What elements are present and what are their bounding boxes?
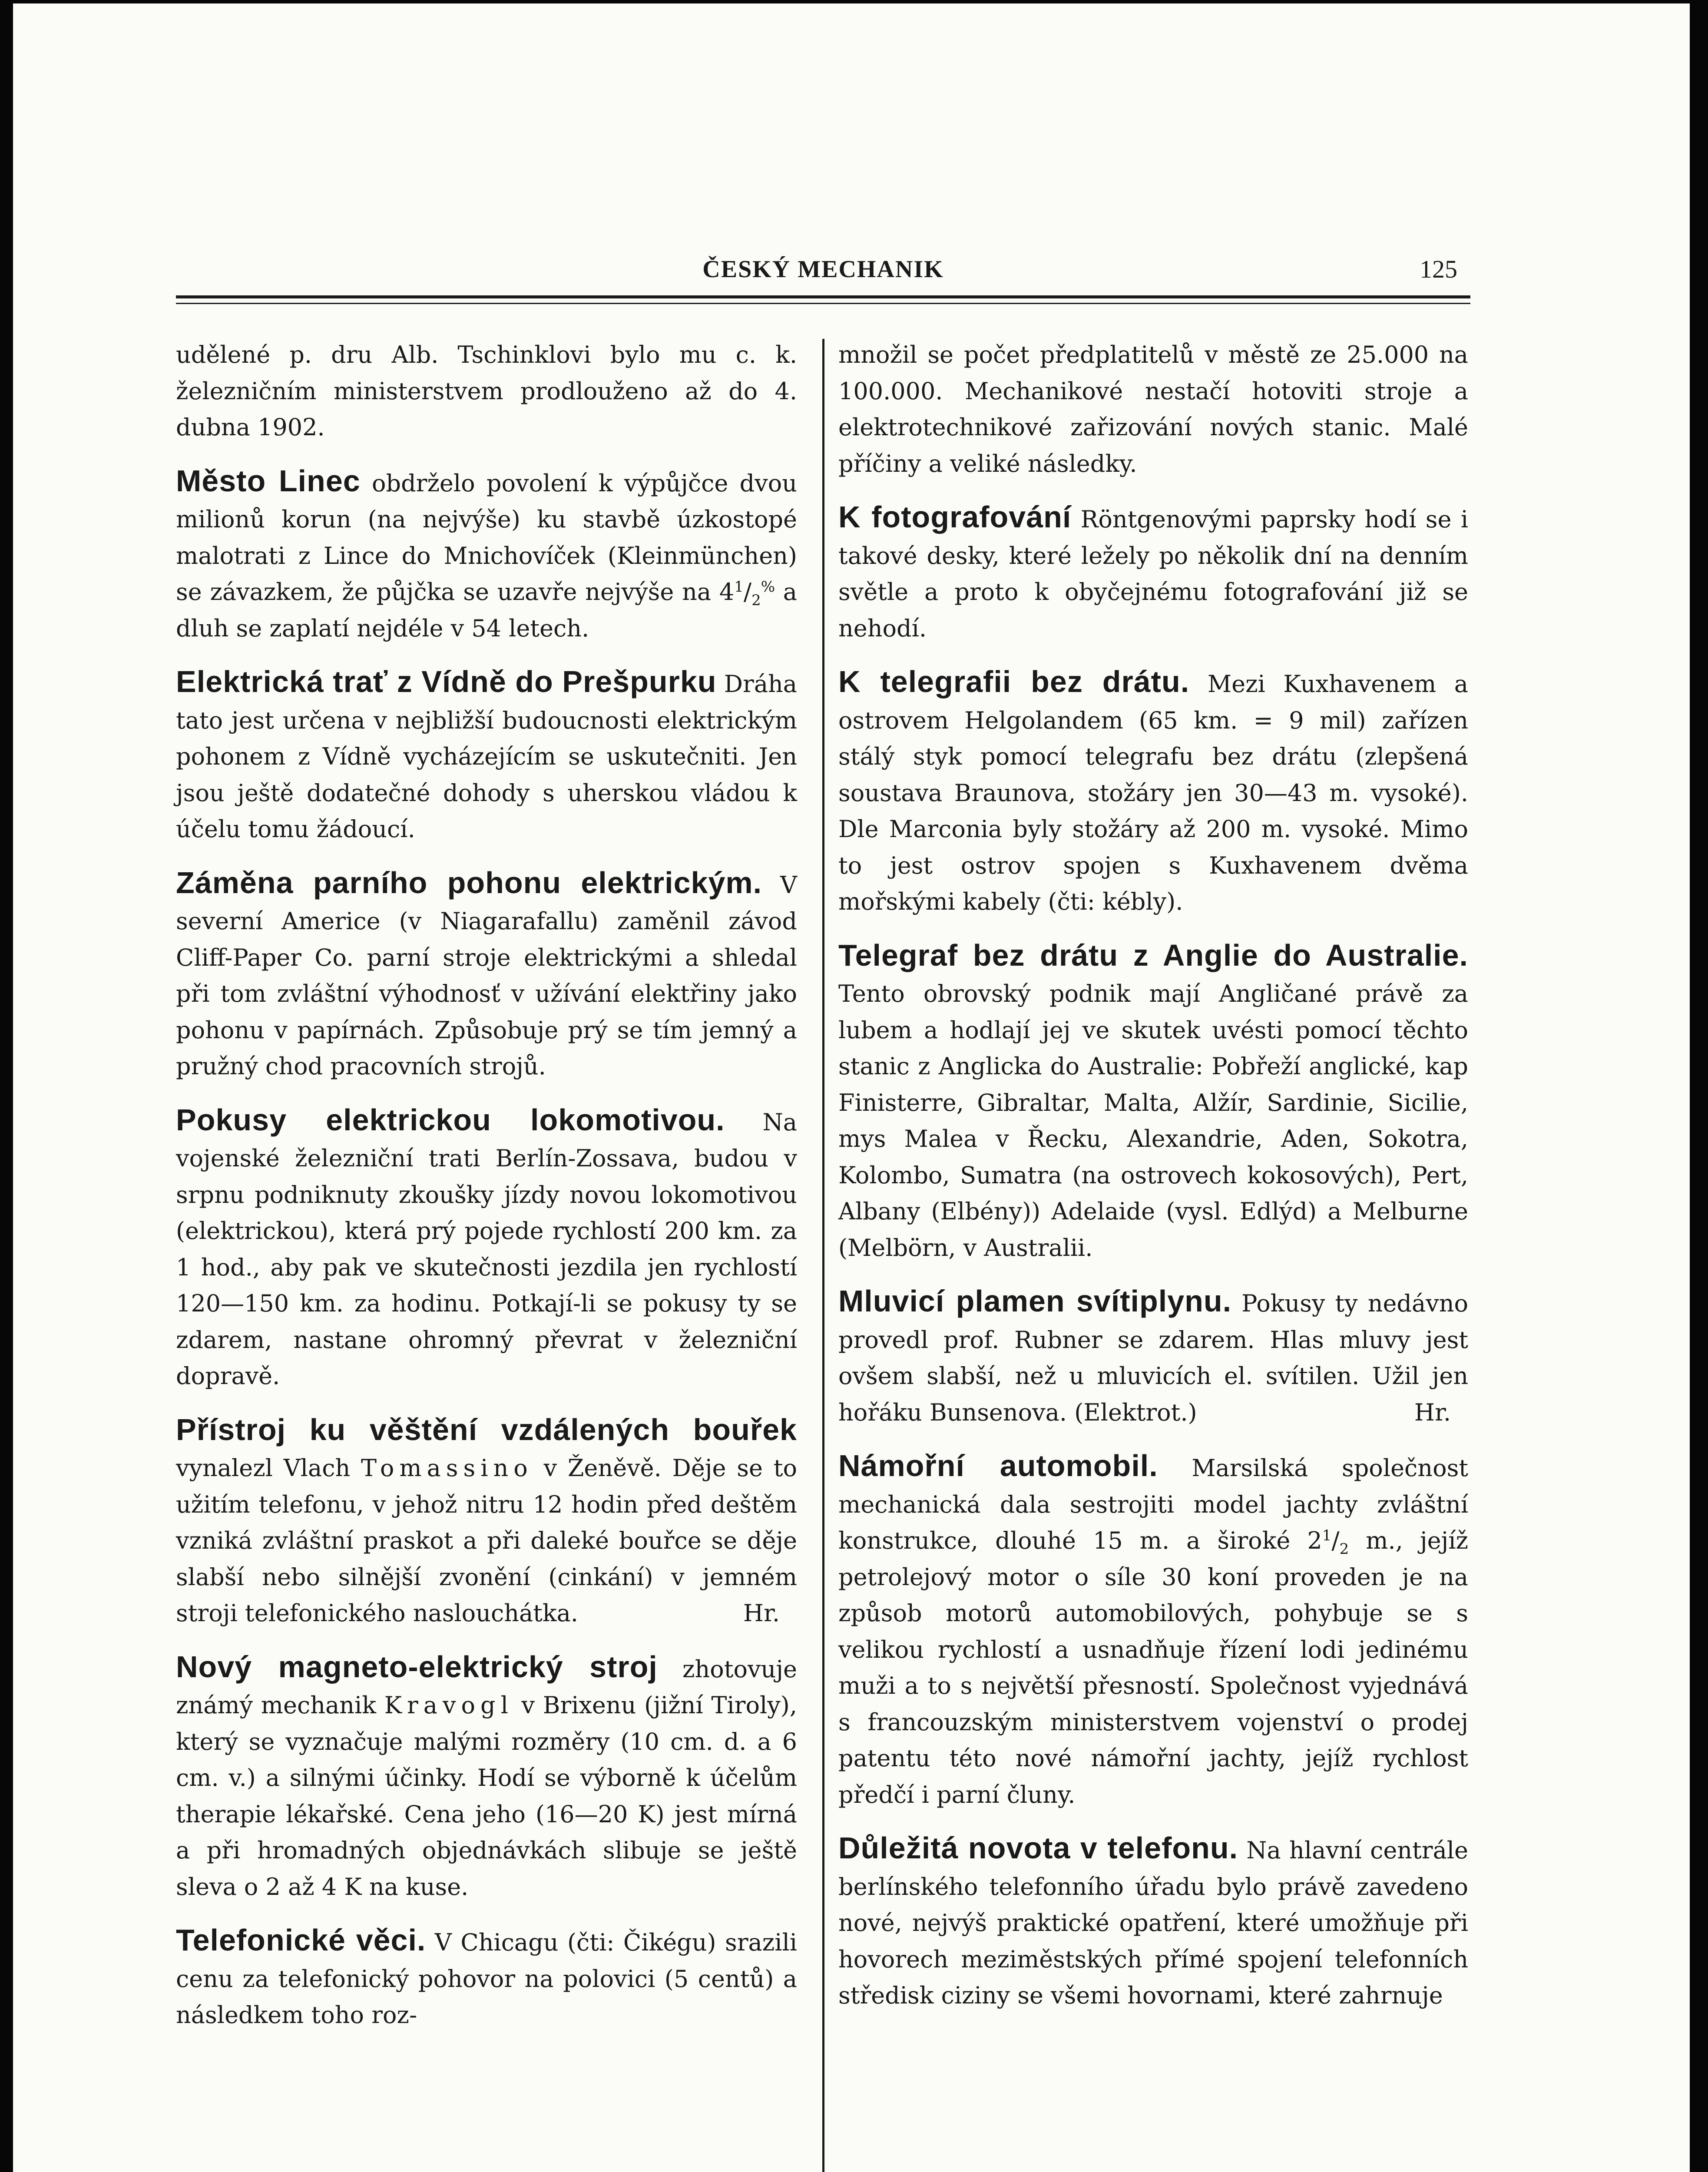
fraction-denominator: 2 [751, 591, 761, 609]
right-column [838, 337, 1468, 2031]
article-heading: Nový magneto-elektrický stroj [176, 1649, 658, 1684]
article-text: v Brixenu (jižní Tiroly), který se vyznačuje malými rozměry (10 cm. d. a 6 cm. v.) a silnými účinky. Hodí se výborně k účelům therapie lékařské. Cena jeho (16—20 K) jest mírná a při hromadných objednávkách slibuje se ještě sleva o 2 až 4 K na kuse. [176, 1692, 797, 1900]
article-heading: K telegrafii bez drátu. [838, 665, 1190, 699]
column-divider [822, 339, 824, 2172]
article-pokusy-lokomotivou [176, 1102, 797, 1394]
mechanic-name: Kravogl [384, 1692, 513, 1719]
fraction-numerator: 1 [1322, 1527, 1332, 1544]
article-text: množil se počet předplatitelů v městě ze 25.000 na 100.000. Mechanikové nestačí hotoviti stroje a elektrotechnikové zařizování nových stanic. Malé příčiny a veliké následky. [838, 341, 1468, 477]
article-continued [838, 337, 1468, 482]
article-mluvici-plamen [838, 1283, 1468, 1430]
article-magneto-stroj [176, 1649, 797, 1905]
article-heading: Pokusy elektrickou lokomotivou. [176, 1103, 725, 1137]
article-text: Tento obrovský podnik mají Angličané právě za lubem a hodlají jej ve skutek uvésti pomocí těchto stanic z Anglicka do Australie: Pobřeží anglické, kap Finisterre, Gibraltar, Malta, Alžír, Sardinie, Sicilie, mys Malea v Řecku, Alexandrie, Aden, Sokotra, Kolombo, Sumatra (na ostrovech kokosových), Pert, Albany (Elbény)) Adelaide (vysl. Edlýd) a Melburne (Melbörn, v Australii. [838, 980, 1468, 1261]
percent-sign: % [761, 578, 775, 596]
article-continued [176, 337, 797, 446]
article-text: a dluh se zaplatí nejdéle v 54 letech. [176, 578, 797, 642]
left-column [176, 337, 797, 2051]
article-text: Mezi Kuxhavenem a ostrovem Helgolandem (65 km. = 9 mil) zařízen stálý styk pomocí telegrafu bez drátu (zlepšená soustava Braunova, stožáry jen 30—43 m. vysoké). Dle Marconia byly stožáry až 200 m. vysoké. Mimo to jest ostrov spojen s Kuxhavenem dvěma mořskými kabely (čti: kébly). [838, 670, 1468, 915]
page-number: 125 [1420, 255, 1457, 283]
article-heading: Elektrická trať z Vídně do Prešpurku [176, 665, 717, 699]
running-header [176, 254, 1470, 293]
article-text: Na hlavní centrále berlínského telefonního úřadu bylo právě zavedeno nové, nejvýš praktické opatření, které umožňuje při hovorech meziměstských přímé spojení telefonních středisk ciziny se všemi hovornami, které zahrnuje [838, 1837, 1468, 2009]
header-rule-thick [176, 295, 1470, 298]
article-text: V Chicagu (čti: Čikégu) srazili cenu za telefonický pohovor na polovici (5 centů) a následkem toho roz- [176, 1929, 798, 2029]
article-heading: Přístroj ku věštění vzdálených bouřek [176, 1412, 797, 1447]
article-telefonicke-veci [176, 1922, 797, 2033]
inventor-name: Tomassino [361, 1454, 533, 1482]
article-zamena-pohonu [176, 865, 797, 1085]
article-k-telegrafii [838, 664, 1468, 920]
article-text: udělené p. dru Alb. Tschinklovi bylo mu c. k. železničním ministerstvem prodlouženo až do 4. dubna 1902. [176, 341, 797, 441]
article-text: zhotovuje známý mechanik [176, 1655, 797, 1719]
article-namorni-automobil: Námořní automobil. Marsilská společnost mechanická dala sestrojiti model jachty zvláštní konstrukce, dlouhé 15 m. a široké $2^1/_2$ m., jejíž petrolejový motor o síle 30 koní proveden je na způsob motorů automobilových, pohybuje se s velikou rychlostí a usnadňuje řízení lodi jedinému muži a to s největší přesností. Společnost vyjednává s francouzským ministerstvem vojenství o prodej patentu této nové námořní jachty, jejíž rychlost předčí i parní čluny. [838, 1449, 1469, 1808]
article-elektricka-trat [176, 664, 797, 848]
article-heading: Telegraf bez drátu z Anglie do Australie. [838, 938, 1468, 972]
article-heading: Město Linec [176, 464, 361, 498]
article-mesto-linec: Město Linec obdrželo povolení k výpůjčce dvou milionů korun (na nejvýše) ku stavbě úzkostopé malotrati z Lince do Mnichovíček (Kleinmünchen) se závazkem, že půjčka se uzavře nejvýše na $4^1/_2^{\%}$ a dluh se zaplatí nejdéle v 54 letech. [176, 464, 797, 642]
article-pristroj-bourek [176, 1412, 797, 1632]
article-text: vynalezl Vlach [176, 1454, 361, 1482]
article-text: Pokusy ty nedávno provedl prof. Rubner se zdarem. Hlas mluvy jest ovšem slabší, než u mluvicích el. svítilen. Užil jen hořáku Bunsenova. (Elektrot.) [838, 1290, 1468, 1426]
article-text: m., jejíž petrolejový motor o síle 30 koní proveden je na způsob motorů automobilových, pohybuje se s velikou rychlostí a usnadňuje řízení lodi jedinému muži a to s největší přesností. Společnost vyjednává s francouzským ministerstvem vojenství o prodej patentu této nové námořní jachty, jejíž rychlost předčí i parní čluny. [838, 1527, 1469, 1808]
article-heading: K fotografování [838, 500, 1072, 534]
article-heading: Telefonické věci. [176, 1923, 426, 1957]
article-text: Na vojenské železniční trati Berlín-Zossava, budou v srpnu podniknuty zkoušky jízdy novou lokomotivou (elektrickou), která prý pojede rychlostí 200 km. za 1 hod., aby pak ve skutečnosti jezdila jen rychlostí 120—150 km. za hodinu. Potkají-li se pokusy ty se zdarem, nastane ohromný převrat v železniční dopravě. [176, 1108, 797, 1390]
article-text: Marsilská společnost mechanická dala sestrojiti model jachty zvláštní konstrukce, dlouhé 15 m. a široké 2 [838, 1454, 1468, 1554]
article-heading: Námořní automobil. [838, 1449, 1158, 1483]
article-text: obdrželo povolení k výpůjčce dvou milionů korun (na nejvýše) ku stavbě úzkostopé malotrati z Lince do Mnichovíček (Kleinmünchen) se závazkem, že půjčka se uzavře nejvýše na 4 [176, 469, 797, 606]
article-text: Dráha tato jest určena v nejbližší budoucnosti elektrickým pohonem z Vídně vycházejícím se uskutečniti. Jen jsou ještě dodatečné dohody s uherskou vládou k účelu tomu žádoucí. [176, 670, 797, 843]
fraction-denominator: 2 [1339, 1540, 1349, 1558]
article-k-fotografovani [838, 499, 1468, 646]
article-heading: Záměna parního pohonu elektrickým. [176, 865, 762, 900]
author-signature: Hr. [1414, 1398, 1451, 1426]
article-heading: Důležitá novota v telefonu. [838, 1831, 1238, 1865]
article-heading: Mluvicí plamen svítiplynu. [838, 1284, 1232, 1318]
article-text: v Ženěvě. Děje se to užitím telefonu, v jehož nitru 12 hodin před deštěm vzniká zvláštní praskot a při daleké bouřce se děje slabší nebo silnější zvonění (cinkání) v jemném stroji telefonického naslouchátka. [176, 1454, 797, 1627]
author-signature: Hr. [743, 1599, 780, 1627]
article-telegraf-australie [838, 937, 1468, 1266]
article-text: Röntgenovými paprsky hodí se i takové desky, které ležely po několik dní na denním světle a proto k obyčejnému fotografování již se nehodí. [838, 506, 1468, 642]
fraction-numerator: 1 [734, 578, 744, 596]
article-text: V severní Americe (v Niagarafallu) zaměnil závod Cliff-Paper Co. parní stroje elektrickými a shledal při tom zvláštní výhodnosť v užívání elektřiny jako pohonu v papírnách. Způsobuje prý se tím jemný a pružný chod pracovních strojů. [176, 871, 797, 1080]
journal-title: ČESKÝ MECHANIK [702, 256, 944, 283]
article-novota-telefonu [838, 1830, 1468, 2014]
header-rule-thin [176, 303, 1470, 304]
